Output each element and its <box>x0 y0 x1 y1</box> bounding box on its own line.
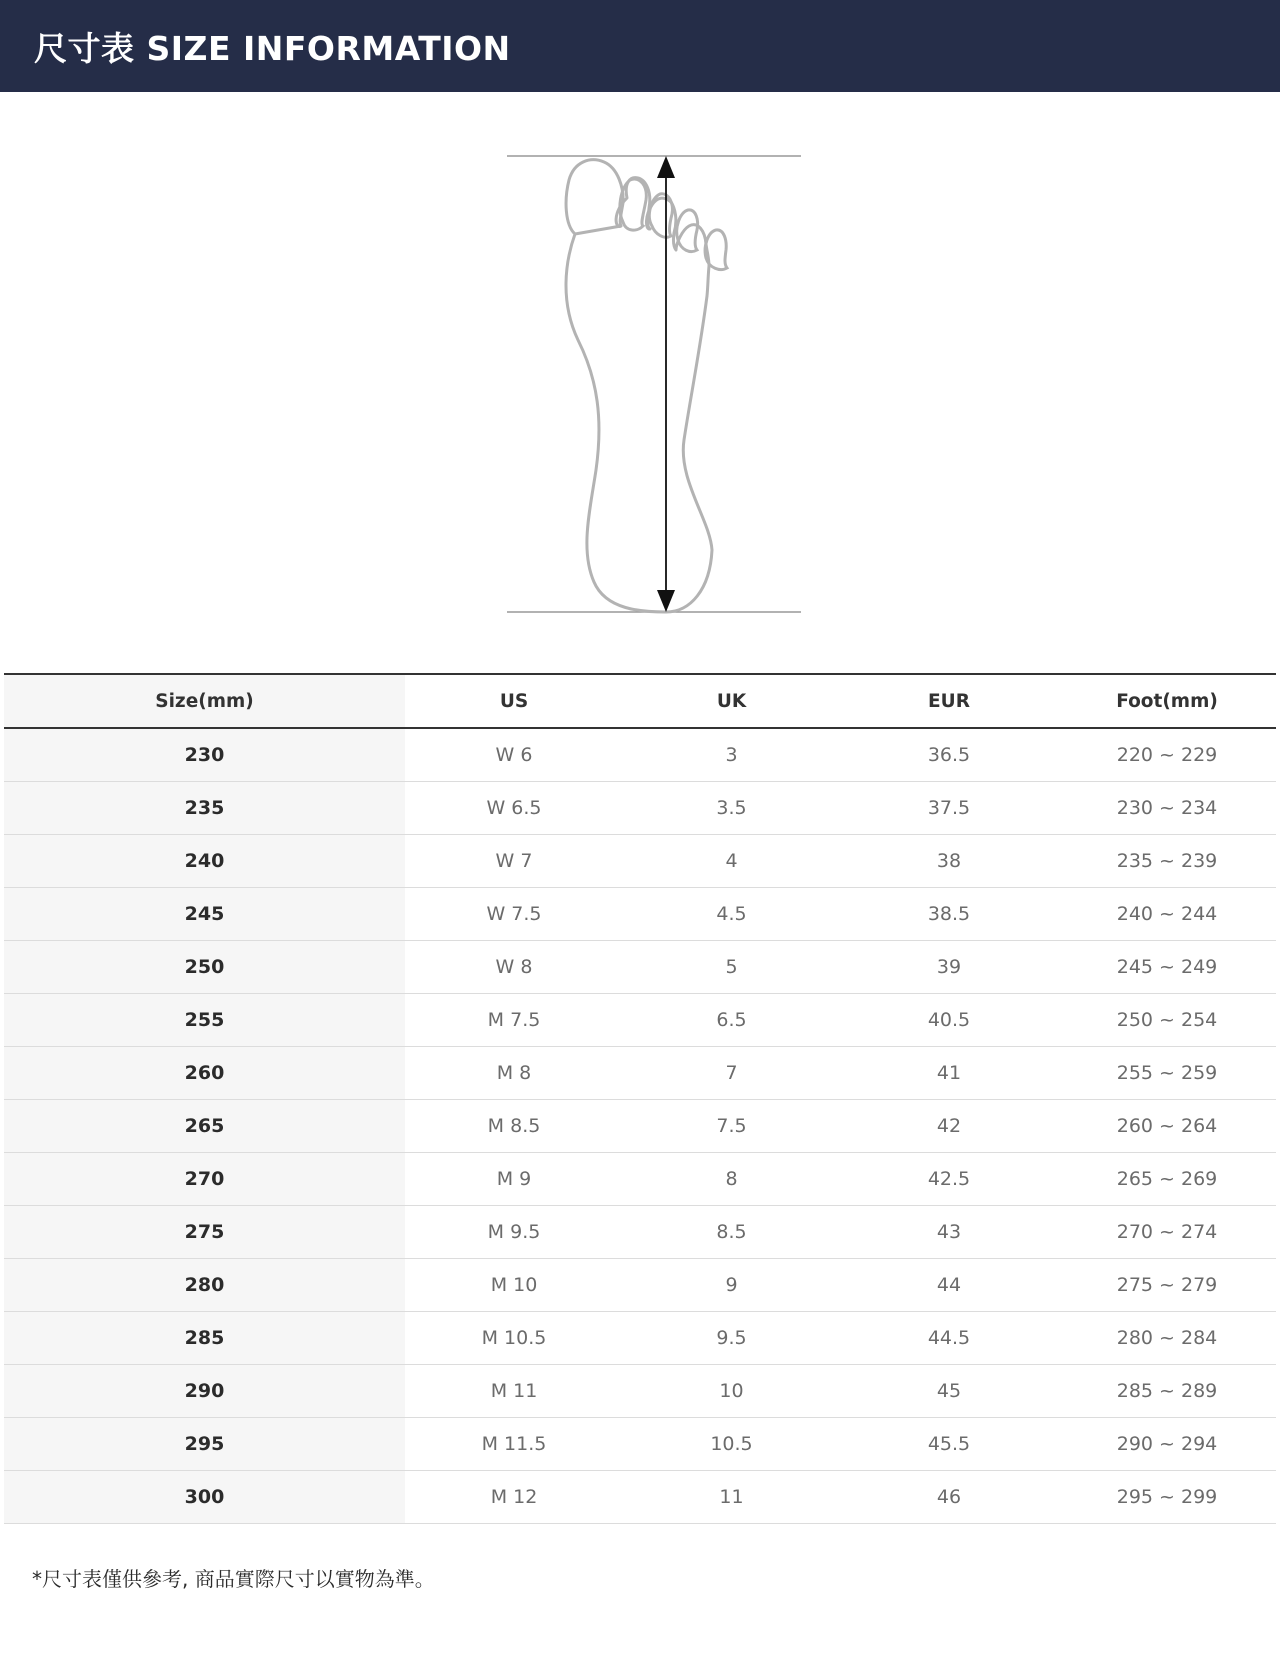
cell-size: 230 <box>4 728 405 781</box>
cell-foot: 275 ~ 279 <box>1058 1258 1276 1311</box>
cell-foot: 280 ~ 284 <box>1058 1311 1276 1364</box>
cell-us: M 9.5 <box>405 1205 623 1258</box>
foot-illustration <box>0 92 1280 672</box>
table-row <box>4 1099 1276 1152</box>
cell-eur: 41 <box>840 1046 1058 1099</box>
cell-eur: 43 <box>840 1205 1058 1258</box>
cell-size: 245 <box>4 887 405 940</box>
cell-uk: 3.5 <box>623 781 840 834</box>
cell-foot: 255 ~ 259 <box>1058 1046 1276 1099</box>
cell-uk: 9 <box>623 1258 840 1311</box>
cell-us: M 11 <box>405 1364 623 1417</box>
cell-size: 265 <box>4 1099 405 1152</box>
column-header-eur: EUR <box>840 674 1058 728</box>
table-row <box>4 728 1276 781</box>
cell-uk: 7.5 <box>623 1099 840 1152</box>
cell-uk: 8 <box>623 1152 840 1205</box>
cell-size: 260 <box>4 1046 405 1099</box>
table-row <box>4 887 1276 940</box>
column-header-us: US <box>405 674 623 728</box>
cell-eur: 44 <box>840 1258 1058 1311</box>
cell-eur: 38.5 <box>840 887 1058 940</box>
cell-eur: 38 <box>840 834 1058 887</box>
disclaimer-note: *尺寸表僅供參考, 商品實際尺寸以實物為準。 <box>32 1567 435 1591</box>
column-header-foot: Foot(mm) <box>1058 674 1276 728</box>
cell-size: 300 <box>4 1470 405 1523</box>
cell-uk: 4.5 <box>623 887 840 940</box>
cell-us: M 8.5 <box>405 1099 623 1152</box>
cell-us: W 6.5 <box>405 781 623 834</box>
cell-foot: 260 ~ 264 <box>1058 1099 1276 1152</box>
table-row <box>4 1152 1276 1205</box>
cell-size: 235 <box>4 781 405 834</box>
table-row <box>4 781 1276 834</box>
cell-foot: 250 ~ 254 <box>1058 993 1276 1046</box>
cell-us: M 10.5 <box>405 1311 623 1364</box>
toe-3 <box>649 194 672 237</box>
page-title: 尺寸表 SIZE INFORMATION <box>34 28 511 68</box>
cell-uk: 10 <box>623 1364 840 1417</box>
cell-us: W 7.5 <box>405 887 623 940</box>
table-row <box>4 993 1276 1046</box>
cell-foot: 245 ~ 249 <box>1058 940 1276 993</box>
cell-eur: 37.5 <box>840 781 1058 834</box>
cell-eur: 36.5 <box>840 728 1058 781</box>
cell-size: 280 <box>4 1258 405 1311</box>
cell-uk: 10.5 <box>623 1417 840 1470</box>
cell-uk: 6.5 <box>623 993 840 1046</box>
table-row <box>4 1258 1276 1311</box>
cell-us: W 6 <box>405 728 623 781</box>
arrow-down-icon <box>657 590 675 612</box>
cell-eur: 42.5 <box>840 1152 1058 1205</box>
table-row <box>4 834 1276 887</box>
cell-foot: 235 ~ 239 <box>1058 834 1276 887</box>
toe-4 <box>677 210 698 252</box>
cell-uk: 9.5 <box>623 1311 840 1364</box>
cell-foot: 295 ~ 299 <box>1058 1470 1276 1523</box>
cell-size: 240 <box>4 834 405 887</box>
table-row <box>4 1470 1276 1523</box>
cell-foot: 220 ~ 229 <box>1058 728 1276 781</box>
cell-us: W 7 <box>405 834 623 887</box>
cell-size: 255 <box>4 993 405 1046</box>
table-row <box>4 1046 1276 1099</box>
foot-measurement-diagram <box>0 92 1280 672</box>
cell-size: 290 <box>4 1364 405 1417</box>
cell-us: M 12 <box>405 1470 623 1523</box>
column-header-uk: UK <box>623 674 840 728</box>
cell-eur: 44.5 <box>840 1311 1058 1364</box>
cell-eur: 39 <box>840 940 1058 993</box>
table-row <box>4 1364 1276 1417</box>
cell-foot: 240 ~ 244 <box>1058 887 1276 940</box>
cell-foot: 285 ~ 289 <box>1058 1364 1276 1417</box>
cell-us: M 8 <box>405 1046 623 1099</box>
cell-uk: 5 <box>623 940 840 993</box>
cell-size: 295 <box>4 1417 405 1470</box>
cell-eur: 42 <box>840 1099 1058 1152</box>
cell-eur: 46 <box>840 1470 1058 1523</box>
cell-uk: 3 <box>623 728 840 781</box>
cell-us: M 7.5 <box>405 993 623 1046</box>
cell-us: M 10 <box>405 1258 623 1311</box>
cell-foot: 230 ~ 234 <box>1058 781 1276 834</box>
page-header <box>0 0 1280 92</box>
cell-eur: 45.5 <box>840 1417 1058 1470</box>
cell-size: 270 <box>4 1152 405 1205</box>
column-header-size: Size(mm) <box>4 674 405 728</box>
cell-us: W 8 <box>405 940 623 993</box>
cell-uk: 11 <box>623 1470 840 1523</box>
cell-foot: 290 ~ 294 <box>1058 1417 1276 1470</box>
cell-size: 275 <box>4 1205 405 1258</box>
cell-uk: 7 <box>623 1046 840 1099</box>
cell-uk: 4 <box>623 834 840 887</box>
table-row <box>4 1205 1276 1258</box>
cell-us: M 9 <box>405 1152 623 1205</box>
cell-foot: 270 ~ 274 <box>1058 1205 1276 1258</box>
table-header-row <box>4 674 1276 728</box>
cell-uk: 8.5 <box>623 1205 840 1258</box>
cell-size: 250 <box>4 940 405 993</box>
cell-eur: 40.5 <box>840 993 1058 1046</box>
cell-foot: 265 ~ 269 <box>1058 1152 1276 1205</box>
arrow-up-icon <box>657 156 675 178</box>
cell-eur: 45 <box>840 1364 1058 1417</box>
table-row <box>4 1311 1276 1364</box>
cell-us: M 11.5 <box>405 1417 623 1470</box>
table-row <box>4 940 1276 993</box>
table-row <box>4 1417 1276 1470</box>
size-conversion-table <box>4 673 1276 1524</box>
cell-size: 285 <box>4 1311 405 1364</box>
